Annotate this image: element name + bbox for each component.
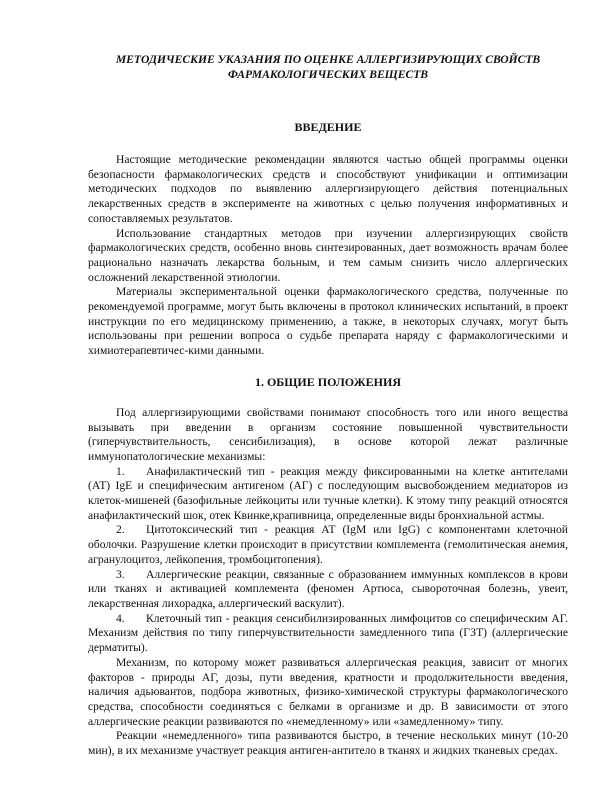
mechanism-number: 4. xyxy=(116,611,125,625)
section-1-heading: 1. ОБЩИЕ ПОЛОЖЕНИЯ xyxy=(254,374,402,389)
mechanism-item xyxy=(88,465,568,524)
mechanism-item xyxy=(88,612,568,656)
document-page xyxy=(88,52,568,759)
intro-paragraph: Настоящие методические рекомендации являются частью общей программы оценки безопасности фармакологических средств и способствуют унификации и оптимизации методических подходов по выявлению аллергизирующего действия потенциальных лекарственных средств в эксперименте на животных с целью получения информативных и сопоставляемых результатов. xyxy=(88,153,568,225)
mechanism-text: Анафилактический тип - реакция между фиксированными на клетке антителами (АТ) IgE и специфическим антигеном (АГ) с последующим высвобождением медиаторов из клеток-мишеней (базофильные лейкоциты или тучные клетки). К этому типу реакций относятся анафилактический шок, отек Квинке,крапивница, определенные виды бронхиальной астмы. xyxy=(88,464,568,522)
section-1-paragraph: Реакции «немедленного» типа развиваются быстро, в течение нескольких минут (10-20 мин), в их механизме участвует реакция антиген-антитело в тканях и жидких тканевых средах. xyxy=(88,729,568,758)
mechanism-item xyxy=(88,523,568,567)
intro-heading: ВВЕДЕНИЕ xyxy=(294,120,362,134)
mechanism-item xyxy=(88,568,568,612)
intro-paragraph: Использование стандартных методов при изучении аллергизирующих свойств фармакологических средств, особенно вновь синтезированных, дает возможность врачам более рационально назначать лекарства больным, и тем самым снизить число аллергических осложнений лекарственной этиологии. xyxy=(88,226,568,284)
mechanism-number: 1. xyxy=(116,464,125,478)
mechanism-number: 2. xyxy=(116,523,125,537)
mechanism-text: Аллергические реакции, связанные с образованием иммунных комплексов в крови или тканях и активацией комплемента (феномен Артюса, сывороточная болезнь, увеит, лекарственная лихорадка, аллергический васкулит). xyxy=(88,567,568,610)
mechanism-text: Цитотоксический тип - реакция АТ (IgM или IgG) с компонентами клеточной оболочки. Разрушение клетки происходит в присутствии комплемента (гемолитическая анемия, агранулоцитоз, лейкопения, тромбоцитопения). xyxy=(88,523,568,566)
document-title-line-2: ФАРМАКОЛОГИЧЕСКИХ ВЕЩЕСТВ xyxy=(227,68,429,81)
mechanism-text: Клеточный тип - реакция сенсибилизированных лимфоцитов со специфическим АГ. Механизм действия по типу гиперчувствительности замедленного типа (ГЗТ) (аллергические дерматиты). xyxy=(88,611,568,655)
intro-paragraph: Материалы экспериментальной оценки фармакологического средства, полученные по рекомендуемой программе, могут быть включены в протокол клинических испытаний, в проект инструкции по его медицинскому применению, а также, в некоторых случаях, могут быть использованы при решении вопроса о судьбе препарата наряду с фармакологическими и химиотерапевтичес-кими данными. xyxy=(88,285,568,358)
section-1-lead-paragraph: Под аллергизирующими свойствами понимают способность того или иного вещества вызывать при введении в организм состояние повышенной чувствительности (гиперчувствительность, сенсибилизация), в основе которой лежат различные иммунопатологические механизмы: xyxy=(88,405,568,463)
document-title-line-1: МЕТОДИЧЕСКИЕ УКАЗАНИЯ ПО ОЦЕНКЕ АЛЛЕРГИЗИРУЮЩИХ СВОЙСТВ xyxy=(115,53,541,66)
section-1-paragraph: Механизм, по которому может развиваться аллергическая реакция, зависит от многих факторов - природы АГ, дозы, пути введения, кратности и продолжительности введения, наличия адьювантов, подбора животных, физико-химической структуры фармакологического средства, способности соединяться с белками в организме и др. В зависимости от этого аллергические реакции развиваются по «немедленному» или «замедленному» типу. xyxy=(88,655,568,728)
mechanism-number: 3. xyxy=(116,567,125,581)
